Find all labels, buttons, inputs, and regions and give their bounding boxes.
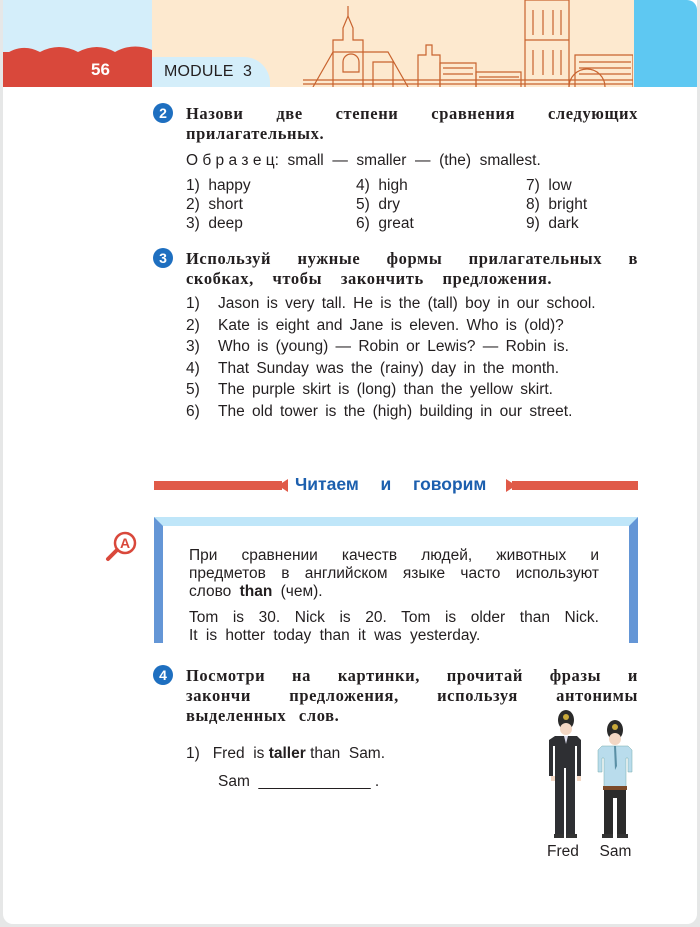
list-item: 6) great <box>356 215 414 232</box>
exercise-2-instruction: Назови две степени сравнения следующих прилагательных. <box>186 104 638 143</box>
exercise-2-word-list <box>186 176 616 233</box>
textbook-page <box>3 0 697 924</box>
banner-bar-right <box>512 481 638 490</box>
list-item: 8) bright <box>526 196 588 213</box>
magnifier-a-icon <box>105 530 139 564</box>
policemen-illustration <box>543 708 643 840</box>
exercise-2-badge: 2 <box>153 103 173 123</box>
exercise-3-sentence-list <box>186 296 638 425</box>
answer-blank[interactable]: _____________ <box>258 773 371 790</box>
header-right-panel <box>634 0 697 87</box>
rule-box-top-border <box>154 517 638 526</box>
list-item: 9) dark <box>526 215 579 232</box>
list-item: 1) happy <box>186 177 251 194</box>
sam-figure-icon <box>598 720 632 838</box>
fred-figure-icon <box>549 710 581 838</box>
page-number-band <box>3 52 152 87</box>
list-item: 4) high <box>356 177 408 194</box>
svg-text:A: A <box>119 535 131 551</box>
section-title: Читаем и говорим <box>295 474 487 494</box>
wave-decoration-icon <box>3 44 152 56</box>
list-item: 7) low <box>526 177 572 194</box>
city-skyline-icon <box>303 0 633 87</box>
rule-box-right-border <box>629 517 638 643</box>
page-number: 56 <box>91 60 110 79</box>
exercise-2-example: О б р а з е ц: small — smaller — (the) smallest. <box>186 152 541 169</box>
module-label: MODULE 3 <box>164 63 253 80</box>
list-item: 1) Jason is very tall. He is the (tall) boy in our school. <box>186 295 596 312</box>
exercise-4-instruction: Посмотри на картинки, прочитай фразы и закончи предложения, используя антонимы выделенных слов. <box>186 666 638 725</box>
rule-box-left-border <box>154 517 163 643</box>
label-sam: Sam <box>599 843 632 860</box>
list-item: 2) Kate is eight and Jane is eleven. Who is (old)? <box>186 316 564 334</box>
list-item: 5) dry <box>356 196 400 213</box>
list-item: 3) deep <box>186 215 243 232</box>
list-item: 4) That Sunday was the (rainy) day in the month. <box>186 359 560 377</box>
grammar-rule-text <box>189 547 599 645</box>
exercise-4-badge: 4 <box>153 665 173 685</box>
list-item: 5) The purple skirt is (long) than the yellow skirt. <box>186 381 553 398</box>
exercise-3-instruction: Используй нужные формы прилагательных в скобках, чтобы закончить предложения. <box>186 249 638 288</box>
banner-bar-left <box>154 481 282 490</box>
exercise-4-item-1: 1) Fred is taller than Sam. <box>186 745 386 762</box>
exercise-3-badge: 3 <box>153 248 173 268</box>
rule-paragraph-2: Tom is 30. Nick is 20. Tom is older than Nick. It is hotter today than it was yesterday. <box>189 609 599 644</box>
list-item: 2) short <box>186 196 243 213</box>
banner-arrow-left-icon <box>278 479 288 492</box>
label-fred: Fred <box>547 843 579 860</box>
rule-paragraph-1: При сравнении качеств людей, животных и предметов в английском языке часто используют слово than (чем). <box>189 547 599 600</box>
exercise-4-answer-line: Sam _____________ . <box>218 773 380 790</box>
list-item: 6) The old tower is the (high) building in our street. <box>186 402 573 420</box>
list-item: 3) Who is (young) — Robin or Lewis? — Robin is. <box>186 338 569 355</box>
picture-labels <box>547 843 631 861</box>
